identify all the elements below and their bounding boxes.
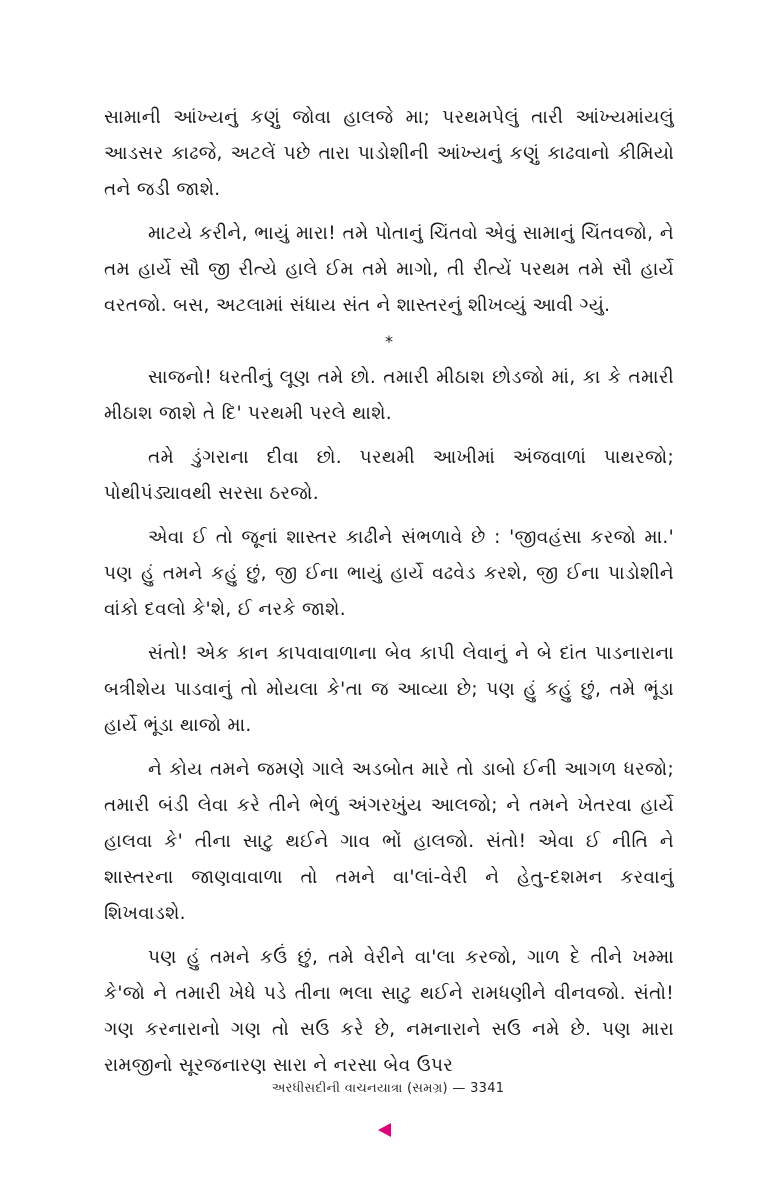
page-body: [104, 100, 674, 1092]
paragraph-6: સંતો! એક કાન કાપવાવાળાના બેવ કાપી લેવાનું ને બે દાંત પાડનારાના બત્રીશેય પાડવાનું તો મોયલા કે'તા જ આવ્યા છે; પણ હું કહું છું, તમે ભૂંડા હાર્યે ભૂંડા થાજો મા.: [104, 643, 674, 736]
paragraph-1: સામાની આંખ્યનું કણું જોવા હાલજે મા; પરથમપેલું તારી આંખ્યમાંયલું આડસર કાઢજે, અટલેં પછે તારા પાડોશીની આંખ્યનું કણું કાઢવાનો કીમિયો તને જડી જાશે.: [104, 107, 674, 200]
paragraph-4: તમે ડુંગરાના દીવા છો. પરથમી આખીમાં અંજવાળાં પાથરજો; પોથીપંડ્યાવથી સરસા ઠરજો.: [104, 447, 674, 504]
page-footer: અરધીસદીની વાચનયાત્રા (સમગ્ર) — 3341: [271, 1081, 505, 1096]
section-separator: *: [385, 332, 393, 351]
paragraph-5: એવા ઈ તો જૂનાં શાસ્તર કાઢીને સંભળાવે છે : 'જીવહંસા કરજો મા.' પણ હું તમને કહું છું, જી ઈના ભાયું હાર્યે વઢવેડ કરશે, જી ઈના પાડોશીને વાંકો દવલો કે'શે, ઈ નરકે જાશે.: [104, 527, 674, 620]
paragraph-3: સાજનો! ધરતીનું લૂણ તમે છો. તમારી મીઠાશ છોડજો માં, કા કે તમારી મીઠાશ જાશે તે દિ' પરથમી પરલે થાશે.: [104, 367, 674, 424]
previous-page-icon[interactable]: [378, 1123, 391, 1137]
paragraph-2: માટયે કરીને, ભાયું મારા! તમે પોતાનું ચિંતવો એવું સામાનું ચિંતવજો, ને તમ હાર્યે સૌ જી રીત્યે હાલે ઈમ તમે માગો, તી રીત્યેં પરથમ તમે સૌ હાર્યે વરતજો. બસ, અટલામાં સંધાય સંત ને શાસ્તરનું શીખવ્યું આવી ગ્યું.: [104, 223, 674, 316]
paragraph-8: પણ હું તમને કઉં છું, તમે વેરીને વા'લા કરજો, ગાળ દે તીને ખમ્મા કે'જો ને તમારી ખેધે પડે તીના ભલા સાટુ થઈને રામધણીને વીનવજો. સંતો! ગણ કરનારાનો ગણ તો સઉ કરે છે, નમનારાને સઉ નમે છે. પણ મારા રામજીનો સૂરજનારણ સારા ને નરસા બેવ ઉપર: [104, 947, 674, 1076]
paragraph-7: ને કોય તમને જમણે ગાલે અડબોત મારે તો ડાબો ઈની આગળ ધરજો; તમારી બંડી લેવા કરે તીને ભેળું અંગરખુંય આલજો; ને તમને ખેતરવા હાર્યે હાલવા કે' તીના સાટુ થઈને ગાવ ભોં હાલજો. સંતો! એવા ઈ નીતિ ને શાસ્તરના જાણવાવાળા તો તમને વા'લાં-વેરી ને હેતુ-દશમન કરવાનું શિખવાડશે.: [104, 759, 674, 924]
